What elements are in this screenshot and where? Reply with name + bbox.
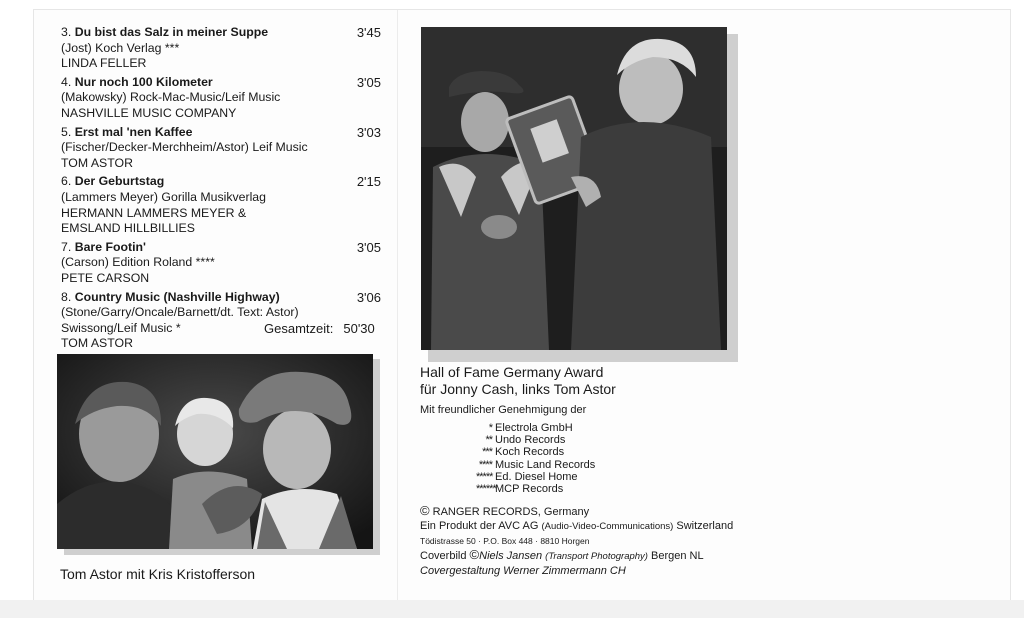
track-number: 7. bbox=[61, 239, 72, 254]
track-artist: TOM ASTOR bbox=[61, 155, 133, 170]
address-line: Tödistrasse 50 · P.O. Box 448 · 8810 Horgen bbox=[420, 536, 590, 546]
track-time: 3'45 bbox=[356, 25, 381, 40]
track-credit: (Makowsky) Rock-Mac-Music/Leif Music bbox=[61, 90, 281, 105]
track-artist: HERMANN LAMMERS MEYER & bbox=[61, 205, 247, 220]
design-text: Covergestaltung Werner Zimmermann CH bbox=[420, 565, 626, 577]
label-item bbox=[476, 471, 595, 483]
label-item bbox=[476, 483, 595, 495]
track-artist: PETE CARSON bbox=[61, 270, 150, 285]
label-item bbox=[476, 446, 595, 458]
track-credit: (Stone/Garry/Oncale/Barnett/dt. Text: Astor) bbox=[61, 305, 299, 320]
label-name: MCP Records bbox=[495, 483, 564, 496]
cover-paren: (Transport Photography) bbox=[545, 551, 648, 562]
track-time: 2'15 bbox=[356, 174, 381, 190]
track-time: 3'05 bbox=[356, 74, 381, 90]
label-name: Koch Records bbox=[495, 446, 565, 459]
label-marker: *** bbox=[482, 446, 492, 459]
label-name: Music Land Records bbox=[495, 458, 596, 471]
track-list bbox=[61, 25, 381, 355]
label-marker: ***** bbox=[476, 470, 493, 483]
cover-suffix: Bergen NL bbox=[651, 550, 704, 562]
label-name: Electrola GmbH bbox=[495, 422, 573, 434]
label-list bbox=[476, 422, 595, 495]
copyright-icon: © bbox=[469, 547, 480, 562]
product-line bbox=[420, 519, 733, 534]
label-marker: * bbox=[488, 422, 492, 434]
photo-kristofferson bbox=[57, 354, 373, 549]
track-item bbox=[61, 125, 381, 172]
track-time: 3'06 bbox=[356, 289, 381, 305]
product-paren: (Audio-Video-Communications) bbox=[541, 521, 674, 532]
label-marker: ** bbox=[485, 434, 492, 447]
track-artist: NASHVILLE MUSIC COMPANY bbox=[61, 105, 237, 120]
product-prefix: Ein Produkt der AVC AG bbox=[420, 520, 539, 532]
total-time bbox=[264, 321, 375, 336]
design-line bbox=[420, 564, 733, 578]
product-suffix: Switzerland bbox=[676, 520, 734, 532]
label-item bbox=[476, 459, 595, 471]
track-item bbox=[61, 240, 381, 287]
track-number: 8. bbox=[61, 289, 72, 304]
track-artist: LINDA FELLER bbox=[61, 56, 147, 71]
photo-award bbox=[421, 27, 727, 350]
copyright-text: RANGER RECORDS, Germany bbox=[432, 506, 590, 518]
photo-award-image bbox=[421, 27, 727, 350]
track-title: Du bist das Salz in meiner Suppe bbox=[74, 25, 269, 39]
track-title: Country Music (Nashville Highway) bbox=[74, 289, 280, 304]
label-marker: ****** bbox=[476, 483, 496, 496]
track-artist: EMSLAND HILLBILLIES bbox=[61, 221, 195, 236]
track-number: 5. bbox=[61, 124, 72, 139]
booklet-fold bbox=[397, 10, 398, 600]
track-item bbox=[61, 75, 381, 122]
credits-block bbox=[420, 504, 733, 578]
track-title: Der Geburtstag bbox=[74, 174, 165, 189]
track-number: 3. bbox=[61, 25, 72, 39]
cover-photographer: Niels Jansen bbox=[479, 550, 543, 562]
total-time-label: Gesamtzeit: bbox=[264, 321, 334, 336]
cover-prefix: Coverbild bbox=[420, 550, 467, 562]
label-name: Undo Records bbox=[495, 434, 566, 447]
track-item bbox=[61, 174, 381, 236]
track-number: 6. bbox=[61, 174, 72, 189]
track-credit: (Jost) Koch Verlag *** bbox=[61, 40, 180, 55]
track-number: 4. bbox=[61, 74, 72, 89]
label-item bbox=[476, 434, 595, 446]
track-title: Bare Footin' bbox=[74, 239, 146, 254]
track-credit: (Carson) Edition Roland **** bbox=[61, 255, 215, 270]
track-title: Erst mal 'nen Kaffee bbox=[74, 124, 193, 139]
copyright-icon: © bbox=[420, 503, 430, 518]
track-time: 3'03 bbox=[356, 124, 381, 140]
track-item bbox=[61, 25, 381, 72]
track-credit: Swissong/Leif Music * bbox=[61, 320, 181, 335]
track-title: Nur noch 100 Kilometer bbox=[74, 74, 213, 89]
photo-right-caption-line2: für Jonny Cash, links Tom Astor bbox=[420, 381, 616, 397]
scan-edge bbox=[0, 600, 1024, 618]
track-artist: TOM ASTOR bbox=[61, 336, 133, 351]
label-name: Ed. Diesel Home bbox=[495, 470, 578, 483]
label-item bbox=[476, 422, 595, 434]
track-credit: (Lammers Meyer) Gorilla Musikverlag bbox=[61, 189, 266, 204]
track-time: 3'05 bbox=[356, 239, 381, 255]
track-credit: (Fischer/Decker-Merchheim/Astor) Leif Music bbox=[61, 140, 308, 155]
permission-note: Mit freundlicher Genehmigung der bbox=[420, 404, 587, 416]
photo-right-caption-line1: Hall of Fame Germany Award bbox=[420, 364, 604, 380]
copyright-line bbox=[420, 504, 733, 519]
photo-left-caption: Tom Astor mit Kris Kristofferson bbox=[60, 566, 256, 582]
cover-line bbox=[420, 548, 733, 564]
total-time-value: 50'30 bbox=[343, 321, 375, 336]
photo-kristofferson-image bbox=[57, 354, 373, 549]
label-marker: **** bbox=[478, 458, 492, 471]
photo-right-caption bbox=[420, 364, 616, 398]
